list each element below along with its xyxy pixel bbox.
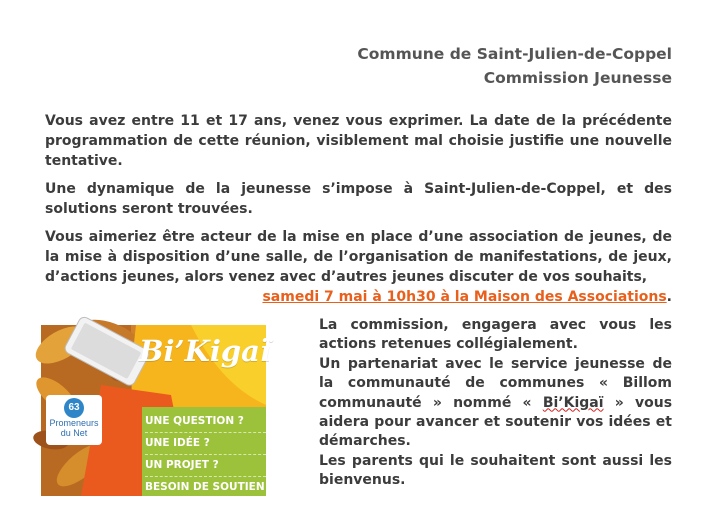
document-header xyxy=(357,42,672,90)
right-column xyxy=(319,316,672,491)
partnership-text-after: » vous aidera pour avancer et soutenir vos idées et démarches. xyxy=(319,394,673,450)
badge-number: 63 xyxy=(64,398,84,418)
question-1: UNE QUESTION ? xyxy=(145,411,266,433)
intro-paragraph: Vous avez entre 11 et 17 ans, venez vous exprimer. La date de la précédente programmation de cette réunion, visiblement mal choisie justifie une nouvelle tentative. xyxy=(45,113,672,169)
bikigai-poster xyxy=(41,325,271,514)
badge-line1: Promeneurs xyxy=(49,418,99,428)
commission-paragraph: La commission, engagera avec vous les actions retenues collégialement. xyxy=(319,317,672,353)
commission-name: Commission Jeunesse xyxy=(483,69,672,87)
question-2: UNE IDÉE ? xyxy=(145,433,266,455)
event-date-location: samedi 7 mai à 10h30 à la Maison des Associations xyxy=(262,289,667,305)
question-4: BESOIN DE SOUTIEN ? xyxy=(145,481,265,514)
event-period: . xyxy=(666,289,672,305)
commune-name: Commune de Saint-Julien-de-Coppel xyxy=(357,45,672,63)
promeneurs-badge xyxy=(46,395,102,445)
invitation-paragraph xyxy=(45,227,672,307)
partnership-text-before: Un partenariat avec le service jeunesse de la communauté de communes « Billom communauté » nommé « xyxy=(319,355,672,411)
event-line xyxy=(45,287,672,307)
badge-line2: du Net xyxy=(60,428,88,438)
dynamic-paragraph: Une dynamique de la jeunesse s’impose à Saint-Julien-de-Coppel, et des solutions seront trouvées. xyxy=(45,181,672,217)
partnership-paragraph xyxy=(319,355,672,452)
brand-logo: Bi’Kigaï xyxy=(139,334,271,368)
parents-paragraph: Les parents qui le souhaitent sont aussi les bienvenus. xyxy=(319,452,672,489)
bikigai-name: Bi’Kigaï xyxy=(542,394,604,411)
invitation-text: Vous aimeriez être acteur de la mise en place d’une association de jeunes, de la mise à disposition d’une salle, de l’organisation de manifestations, de jeux, d’actions jeunes, alors venez avec d’autres jeunes discuter de vos souhaits, xyxy=(45,229,672,285)
poster-questions xyxy=(145,411,266,519)
question-3: UN PROJET ? xyxy=(145,455,266,477)
